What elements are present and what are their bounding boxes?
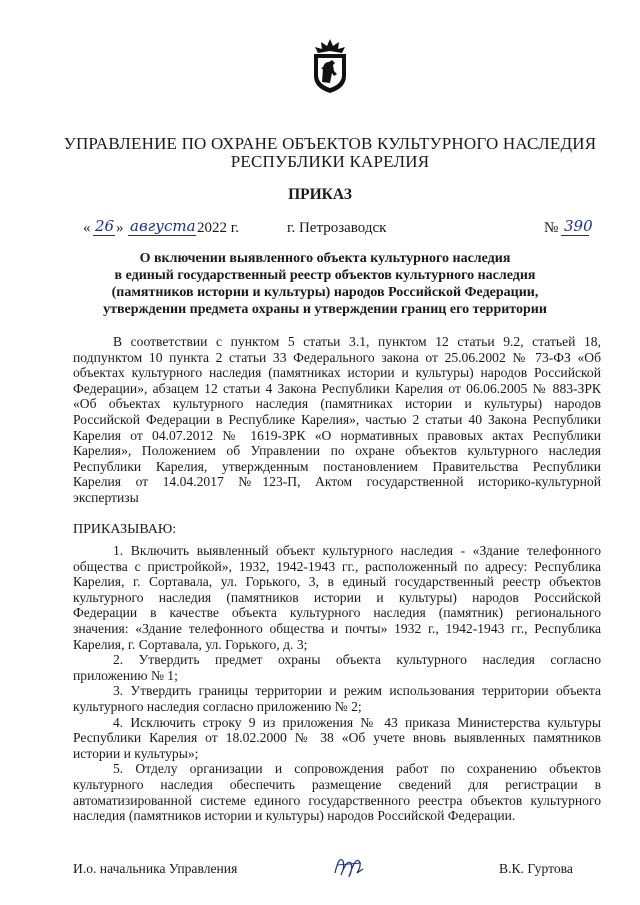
item-2-line: приложению № 1;: [73, 667, 178, 683]
item-5-line: 5. Отделу организации и сопровождения работ по сохранению объектов: [113, 761, 601, 777]
preamble-line: подпунктом 10 пункта 2 статьи 33 Федерального закона от 25.06.2002 № 73-ФЗ «Об: [73, 349, 601, 365]
order-heading: [60, 250, 590, 318]
item-5-line: наследия (памятников истории и культуры) народов Российской Федерации.: [73, 808, 516, 824]
preamble-line: «Об объектах культурного наследия (памятниках истории и культуры) народов: [73, 396, 601, 412]
order-items: [73, 543, 601, 824]
preamble-line: В соответствии с пунктом 5 статьи 3.1, пунктом 12 статьи 9.2, статьей 18,: [113, 334, 601, 349]
order-number-label: №: [544, 220, 559, 236]
item-1-line: Карелия, г. Сортавала, ул. Горького, д. 3;: [73, 636, 308, 652]
item-4-line: 4. Исключить строку 9 из приложения № 43 приказа Министерства культуры: [113, 714, 601, 730]
order-number-value: 390: [564, 217, 593, 235]
item-1-line: Карелия, г. Сортавала, ул. Горького, 3, в единый государственный реестр объектов: [73, 574, 601, 590]
preamble-paragraph: [73, 334, 601, 506]
signature-line: [73, 861, 583, 881]
preamble-line: Федерации», абзацем 12 статьи 4 Закона Республики Карелия от 06.06.2005 № 883-ЗРК: [73, 380, 601, 396]
preamble-line: Карелия от 14.04.2017 №123-П, Актом государственной историко-культурной: [73, 474, 601, 490]
item-4-line: Республики Карелия от 18.02.2000 № 38 «Об учете вновь выявленных памятников: [73, 730, 601, 746]
date-year: 2022 г.: [197, 220, 239, 236]
city: г. Петрозаводск: [287, 220, 387, 236]
heading-line: О включении выявленного объекта культурного наследия: [139, 251, 511, 266]
item-5-line: автоматизированной системе единого государственного реестра объектов культурного: [73, 792, 601, 808]
signatory-role: И.о. начальника Управления: [73, 861, 238, 876]
preamble-line: Карелия от 04.07.2012 № 1619-ЗРК «О нормативных правовых актах Республики: [73, 427, 601, 443]
heading-line: в единый государственный реестр объектов культурного наследия: [114, 268, 536, 283]
preamble-line: Российской Федерации в Республике Карелия», частью 2 статьи 40 Закона Республики: [73, 411, 601, 427]
preamble-line: экспертизы: [73, 489, 139, 505]
item-1-line: значения: «Здание телефонного общества и почты» 1932 г., 1942-1943 гг., Республика: [73, 620, 601, 636]
item-3-line: культурного наследия согласно приложению № 2;: [73, 698, 362, 714]
item-1-line: Федерации в качестве объекта культурного наследия (памятник) регионального: [73, 605, 601, 621]
organization-name-line2: РЕСПУБЛИКИ КАРЕЛИЯ: [230, 152, 430, 171]
date-month-underline: [128, 235, 196, 236]
heading-line: (памятников истории и культуры) народов Российской Федерации,: [111, 285, 539, 300]
date-day-underline: [93, 235, 115, 236]
coat-of-arms-icon: [308, 38, 352, 94]
organization-name-line1: УПРАВЛЕНИЕ ПО ОХРАНЕ ОБЪЕКТОВ КУЛЬТУРНОГО НАСЛЕДИЯ: [63, 134, 597, 153]
date-close-quote: »: [116, 220, 124, 236]
handwritten-signature-icon: [331, 851, 367, 881]
date-day: 26: [95, 217, 115, 235]
preamble-line: Республики Карелия, утвержденным постановлением Правительства Республики: [73, 458, 601, 474]
item-1-line: общества с пристройкой», 1932, 1942-1943 гг., расположенный по адресу: Республика: [73, 558, 601, 574]
item-3-line: 3. Утвердить границы территории и режим использования территории объекта: [113, 683, 601, 699]
heading-line: утверждении предмета охраны и утверждении границ его территории: [103, 302, 547, 317]
date-open-quote: «: [83, 220, 91, 236]
preamble-line: объектах культурного наследия (памятниках истории и культуры) народов Российской: [73, 365, 601, 381]
date-month: августа: [130, 217, 196, 235]
signatory-name: В.К. Гуртова: [499, 861, 573, 876]
date-number-line: [83, 218, 603, 240]
item-2-line: 2. Утвердить предмет охраны объекта культурного наследия согласно: [113, 652, 601, 668]
order-number-underline: [561, 235, 589, 236]
item-1-line: культурного наследия (памятников истории и культуры) народов Российской: [73, 589, 601, 605]
order-word: ПРИКАЗЫВАЮ:: [73, 522, 177, 537]
preamble-line: Карелия», Положением об Управлении по охране объектов культурного наследия: [73, 443, 601, 459]
item-1-line: 1. Включить выявленный объект культурного наследия - «Здание телефонного: [113, 543, 601, 558]
item-4-line: истории и культуры»;: [73, 745, 199, 761]
document-type-title: ПРИКАЗ: [288, 186, 352, 203]
item-5-line: культурного наследия обеспечить размещение сведений для регистрации в: [73, 776, 601, 792]
